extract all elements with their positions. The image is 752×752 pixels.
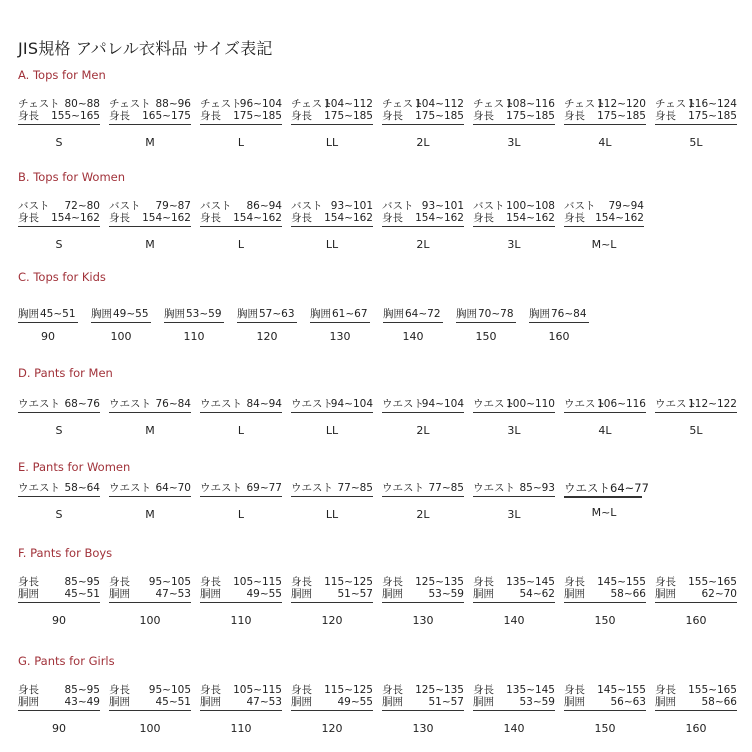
measure-label: 胴囲: [382, 588, 403, 600]
size-label: 100: [110, 330, 132, 343]
divider-line: [564, 226, 644, 227]
measure-label: チェスト: [473, 98, 515, 110]
measure-label: ウエスト: [200, 398, 242, 410]
measure-value: 175~185: [506, 110, 555, 122]
section-tops-kids: [0, 270, 752, 360]
divider-line: [18, 496, 100, 497]
size-label: 120: [321, 614, 343, 627]
measure-value: 47~53: [246, 696, 282, 708]
divider-line: [109, 710, 191, 711]
section-pants-women: [0, 460, 752, 550]
measure-label: 胴囲: [382, 696, 403, 708]
measure-label: ウエスト: [291, 398, 333, 410]
measure-value: 104~112: [324, 98, 373, 110]
size-label: S: [55, 136, 63, 149]
divider-line: [564, 412, 646, 413]
measure-label: 身長: [473, 684, 494, 696]
measure-value: 115~125: [324, 576, 373, 588]
divider-line: [564, 496, 642, 498]
size-label: LL: [325, 424, 339, 437]
size-label: 3L: [507, 136, 521, 149]
divider-line: [18, 602, 100, 603]
measure-value: 45~51: [64, 588, 100, 600]
size-label: M: [145, 238, 155, 251]
divider-line: [383, 322, 443, 323]
measure-label: 胴囲: [473, 588, 494, 600]
measure-label: 胴囲: [18, 588, 39, 600]
measure-label: ウエスト: [291, 482, 333, 494]
section-title: D. Pants for Men: [18, 366, 113, 380]
divider-line: [18, 322, 78, 323]
measure-label: 身長: [200, 576, 221, 588]
divider-line: [291, 496, 373, 497]
measure-label: チェスト: [200, 98, 242, 110]
measure-value: 108~116: [506, 98, 555, 110]
divider-line: [91, 322, 151, 323]
divider-line: [291, 124, 373, 125]
measure-value: 125~135: [415, 576, 464, 588]
measure-label: 身長: [18, 576, 39, 588]
divider-line: [109, 124, 191, 125]
size-label: 150: [594, 614, 616, 627]
measure-label: 身長: [473, 212, 494, 224]
size-label: 130: [412, 722, 434, 735]
measure-value: 154~162: [233, 212, 282, 224]
size-label: 160: [685, 722, 707, 735]
measure-value: 154~162: [415, 212, 464, 224]
measure-value: 154~162: [324, 212, 373, 224]
size-label: 2L: [416, 424, 430, 437]
measure-value: 145~155: [597, 576, 646, 588]
measure-label: ウエスト: [200, 482, 242, 494]
measure-label: ウエスト: [109, 482, 151, 494]
measure-label: ウエスト: [109, 398, 151, 410]
measure-label: 身長: [291, 212, 312, 224]
measure-value: 95~105: [148, 684, 191, 696]
measure-value: 165~175: [142, 110, 191, 122]
measure-value: 100~108: [506, 200, 555, 212]
divider-line: [291, 602, 373, 603]
divider-line: [382, 412, 464, 413]
divider-line: [200, 412, 282, 413]
measure-label: ウエスト: [382, 398, 424, 410]
measure-value: 105~115: [233, 684, 282, 696]
divider-line: [655, 602, 737, 603]
measure-value: 85~95: [64, 684, 100, 696]
measure-label: 胴囲: [291, 588, 312, 600]
divider-line: [473, 226, 555, 227]
measure-value: 56~63: [610, 696, 646, 708]
measure-label: ウエスト: [382, 482, 424, 494]
divider-line: [382, 602, 464, 603]
divider-line: [382, 226, 464, 227]
size-label: 150: [475, 330, 497, 343]
divider-line: [473, 602, 555, 603]
measure-value: 77~85: [337, 482, 373, 494]
measure-label: 胴囲: [564, 588, 585, 600]
measure-value: 51~57: [428, 696, 464, 708]
divider-line: [18, 412, 100, 413]
measure-value: 64~72: [405, 308, 441, 320]
measure-value: 57~63: [259, 308, 295, 320]
size-label: L: [237, 424, 245, 437]
size-label: 120: [321, 722, 343, 735]
measure-label: 胸囲: [91, 308, 112, 320]
measure-label: 身長: [564, 110, 585, 122]
measure-value: 84~94: [246, 398, 282, 410]
measure-value: 115~125: [324, 684, 373, 696]
divider-line: [564, 124, 646, 125]
measure-label: 胴囲: [291, 696, 312, 708]
measure-value: 69~77: [246, 482, 282, 494]
divider-line: [291, 412, 373, 413]
section-title: B. Tops for Women: [18, 170, 126, 184]
measure-value: 86~94: [246, 200, 282, 212]
measure-value: 68~76: [64, 398, 100, 410]
measure-value: 62~70: [701, 588, 737, 600]
measure-label: ウエスト: [473, 398, 515, 410]
section-tops-women: [0, 170, 752, 260]
size-label: 130: [412, 614, 434, 627]
measure-value: 58~64: [64, 482, 100, 494]
measure-label: バスト: [109, 200, 141, 212]
measure-value: 94~104: [421, 398, 464, 410]
measure-value: 175~185: [415, 110, 464, 122]
measure-value: 58~66: [610, 588, 646, 600]
size-label: 4L: [598, 424, 612, 437]
measure-label: 身長: [109, 684, 130, 696]
divider-line: [473, 710, 555, 711]
measure-value: 64~70: [155, 482, 191, 494]
size-label: 110: [183, 330, 205, 343]
measure-label: 身長: [655, 576, 676, 588]
size-label: 160: [685, 614, 707, 627]
section-title: C. Tops for Kids: [18, 270, 106, 284]
measure-value: 79~87: [155, 200, 191, 212]
divider-line: [382, 496, 464, 497]
size-label: 90: [52, 722, 66, 735]
size-label: 2L: [416, 238, 430, 251]
measure-label: 胴囲: [655, 588, 676, 600]
measure-value: 175~185: [233, 110, 282, 122]
measure-label: チェスト: [18, 98, 60, 110]
divider-line: [237, 322, 297, 323]
divider-line: [109, 602, 191, 603]
divider-line: [655, 412, 737, 413]
measure-value: 79~94: [608, 200, 644, 212]
measure-label: ウエスト: [564, 481, 610, 495]
divider-line: [200, 710, 282, 711]
measure-value: 85~95: [64, 576, 100, 588]
divider-line: [200, 226, 282, 227]
measure-value: 80~88: [64, 98, 100, 110]
measure-label: 身長: [564, 576, 585, 588]
measure-label: 胸囲: [383, 308, 404, 320]
measure-value: 54~62: [519, 588, 555, 600]
section-title: F. Pants for Boys: [18, 546, 113, 560]
size-label: 100: [139, 722, 161, 735]
measure-value: 53~59: [428, 588, 464, 600]
divider-line: [473, 124, 555, 125]
measure-value: 49~55: [337, 696, 373, 708]
measure-label: 身長: [109, 110, 130, 122]
size-label: 110: [230, 722, 252, 735]
divider-line: [655, 124, 737, 125]
measure-value: 154~162: [51, 212, 100, 224]
measure-value: 135~145: [506, 576, 555, 588]
divider-line: [200, 496, 282, 497]
divider-line: [18, 124, 100, 125]
divider-line: [456, 322, 516, 323]
measure-value: 154~162: [506, 212, 555, 224]
divider-line: [529, 322, 589, 323]
size-label: S: [55, 508, 63, 521]
divider-line: [655, 710, 737, 711]
size-label: 90: [41, 330, 55, 343]
measure-label: 身長: [655, 110, 676, 122]
measure-label: 身長: [291, 110, 312, 122]
section-pants-girls: [0, 654, 752, 744]
size-label: 150: [594, 722, 616, 735]
measure-value: 116~124: [688, 98, 737, 110]
divider-line: [564, 602, 646, 603]
measure-label: 身長: [18, 684, 39, 696]
divider-line: [473, 412, 555, 413]
measure-label: 身長: [382, 576, 403, 588]
measure-label: 胴囲: [200, 696, 221, 708]
measure-label: 胸囲: [310, 308, 331, 320]
measure-value: 76~84: [551, 308, 587, 320]
section-tops-men: [0, 68, 752, 158]
divider-line: [564, 710, 646, 711]
measure-value: 53~59: [186, 308, 222, 320]
measure-label: 胴囲: [109, 696, 130, 708]
measure-value: 154~162: [142, 212, 191, 224]
measure-value: 125~135: [415, 684, 464, 696]
divider-line: [291, 226, 373, 227]
measure-label: 身長: [200, 684, 221, 696]
measure-value: 94~104: [330, 398, 373, 410]
divider-line: [164, 322, 224, 323]
size-label: 4L: [598, 136, 612, 149]
measure-label: ウエスト: [18, 398, 60, 410]
measure-label: 身長: [473, 576, 494, 588]
measure-label: 身長: [200, 110, 221, 122]
divider-line: [18, 226, 100, 227]
measure-value: 51~57: [337, 588, 373, 600]
size-label: 2L: [416, 136, 430, 149]
measure-value: 93~101: [421, 200, 464, 212]
measure-value: 43~49: [64, 696, 100, 708]
measure-value: 49~55: [246, 588, 282, 600]
measure-label: 身長: [291, 576, 312, 588]
measure-label: 身長: [109, 576, 130, 588]
divider-line: [291, 710, 373, 711]
size-label: M: [145, 136, 155, 149]
measure-label: 胸囲: [237, 308, 258, 320]
size-label: L: [237, 136, 245, 149]
measure-value: 112~120: [597, 98, 646, 110]
measure-label: チェスト: [382, 98, 424, 110]
measure-value: 135~145: [506, 684, 555, 696]
divider-line: [473, 496, 555, 497]
section-title: A. Tops for Men: [18, 68, 106, 82]
measure-label: バスト: [291, 200, 323, 212]
measure-label: チェスト: [109, 98, 151, 110]
measure-value: 47~53: [155, 588, 191, 600]
divider-line: [200, 602, 282, 603]
divider-line: [382, 124, 464, 125]
measure-label: ウエスト: [564, 398, 606, 410]
size-label: M~L: [591, 238, 617, 251]
size-label: 140: [503, 614, 525, 627]
measure-value: 64~77: [610, 481, 649, 495]
measure-label: ウエスト: [655, 398, 697, 410]
measure-label: 胸囲: [18, 308, 39, 320]
measure-label: 胴囲: [655, 696, 676, 708]
measure-label: 身長: [382, 110, 403, 122]
measure-label: バスト: [18, 200, 50, 212]
measure-value: 112~122: [688, 398, 737, 410]
size-label: 140: [402, 330, 424, 343]
size-label: S: [55, 424, 63, 437]
size-label: LL: [325, 136, 339, 149]
measure-label: 身長: [18, 212, 39, 224]
measure-value: 45~51: [40, 308, 76, 320]
measure-label: バスト: [564, 200, 596, 212]
measure-value: 93~101: [330, 200, 373, 212]
size-label: 90: [52, 614, 66, 627]
measure-value: 175~185: [597, 110, 646, 122]
divider-line: [109, 496, 191, 497]
measure-value: 95~105: [148, 576, 191, 588]
measure-value: 76~84: [155, 398, 191, 410]
measure-label: 胸囲: [529, 308, 550, 320]
measure-value: 49~55: [113, 308, 149, 320]
measure-label: 胴囲: [473, 696, 494, 708]
section-title: G. Pants for Girls: [18, 654, 115, 668]
measure-value: 70~78: [478, 308, 514, 320]
measure-label: 身長: [655, 684, 676, 696]
measure-label: 胴囲: [564, 696, 585, 708]
measure-value: 154~162: [595, 212, 644, 224]
measure-value: 61~67: [332, 308, 368, 320]
divider-line: [109, 226, 191, 227]
size-label: 100: [139, 614, 161, 627]
divider-line: [382, 710, 464, 711]
measure-label: 胴囲: [109, 588, 130, 600]
size-label: 120: [256, 330, 278, 343]
divider-line: [109, 412, 191, 413]
measure-label: 身長: [382, 212, 403, 224]
measure-label: 身長: [109, 212, 130, 224]
size-label: L: [237, 508, 245, 521]
measure-label: ウエスト: [473, 482, 515, 494]
size-label: LL: [325, 238, 339, 251]
size-label: LL: [325, 508, 339, 521]
measure-value: 106~116: [597, 398, 646, 410]
divider-line: [200, 124, 282, 125]
measure-label: バスト: [473, 200, 505, 212]
measure-value: 175~185: [324, 110, 373, 122]
measure-label: 身長: [382, 684, 403, 696]
measure-value: 155~165: [51, 110, 100, 122]
measure-value: 45~51: [155, 696, 191, 708]
size-label: M: [145, 424, 155, 437]
page-title: JIS規格 アパレル衣料品 サイズ表記: [18, 39, 273, 58]
measure-value: 58~66: [701, 696, 737, 708]
measure-label: ウエスト: [18, 482, 60, 494]
divider-line: [310, 322, 370, 323]
measure-value: 77~85: [428, 482, 464, 494]
size-label: S: [55, 238, 63, 251]
measure-label: 胴囲: [18, 696, 39, 708]
size-label: 130: [329, 330, 351, 343]
measure-value: 175~185: [688, 110, 737, 122]
measure-value: 104~112: [415, 98, 464, 110]
measure-label: チェスト: [655, 98, 697, 110]
measure-value: 145~155: [597, 684, 646, 696]
measure-label: チェスト: [291, 98, 333, 110]
section-pants-men: [0, 366, 752, 456]
measure-label: 胸囲: [164, 308, 185, 320]
size-label: L: [237, 238, 245, 251]
size-label: 5L: [689, 424, 703, 437]
size-label: M: [145, 508, 155, 521]
measure-value: 100~110: [506, 398, 555, 410]
measure-value: 72~80: [64, 200, 100, 212]
measure-value: 105~115: [233, 576, 282, 588]
measure-label: バスト: [382, 200, 414, 212]
measure-label: チェスト: [564, 98, 606, 110]
measure-value: 96~104: [239, 98, 282, 110]
measure-value: 155~165: [688, 684, 737, 696]
measure-label: 身長: [291, 684, 312, 696]
measure-value: 85~93: [519, 482, 555, 494]
measure-label: 胴囲: [200, 588, 221, 600]
size-label: 160: [548, 330, 570, 343]
measure-value: 88~96: [155, 98, 191, 110]
size-label: 2L: [416, 508, 430, 521]
size-label: 3L: [507, 424, 521, 437]
size-label: M~L: [591, 506, 617, 519]
divider-line: [18, 710, 100, 711]
size-label: 3L: [507, 508, 521, 521]
size-label: 3L: [507, 238, 521, 251]
measure-label: 身長: [564, 212, 585, 224]
size-label: 110: [230, 614, 252, 627]
measure-label: 身長: [18, 110, 39, 122]
section-title: E. Pants for Women: [18, 460, 131, 474]
measure-value: 155~165: [688, 576, 737, 588]
section-pants-boys: [0, 546, 752, 636]
measure-label: 身長: [200, 212, 221, 224]
measure-label: バスト: [200, 200, 232, 212]
measure-value: 53~59: [519, 696, 555, 708]
size-label: 140: [503, 722, 525, 735]
size-label: 5L: [689, 136, 703, 149]
measure-label: 身長: [564, 684, 585, 696]
measure-label: 胸囲: [456, 308, 477, 320]
measure-label: 身長: [473, 110, 494, 122]
